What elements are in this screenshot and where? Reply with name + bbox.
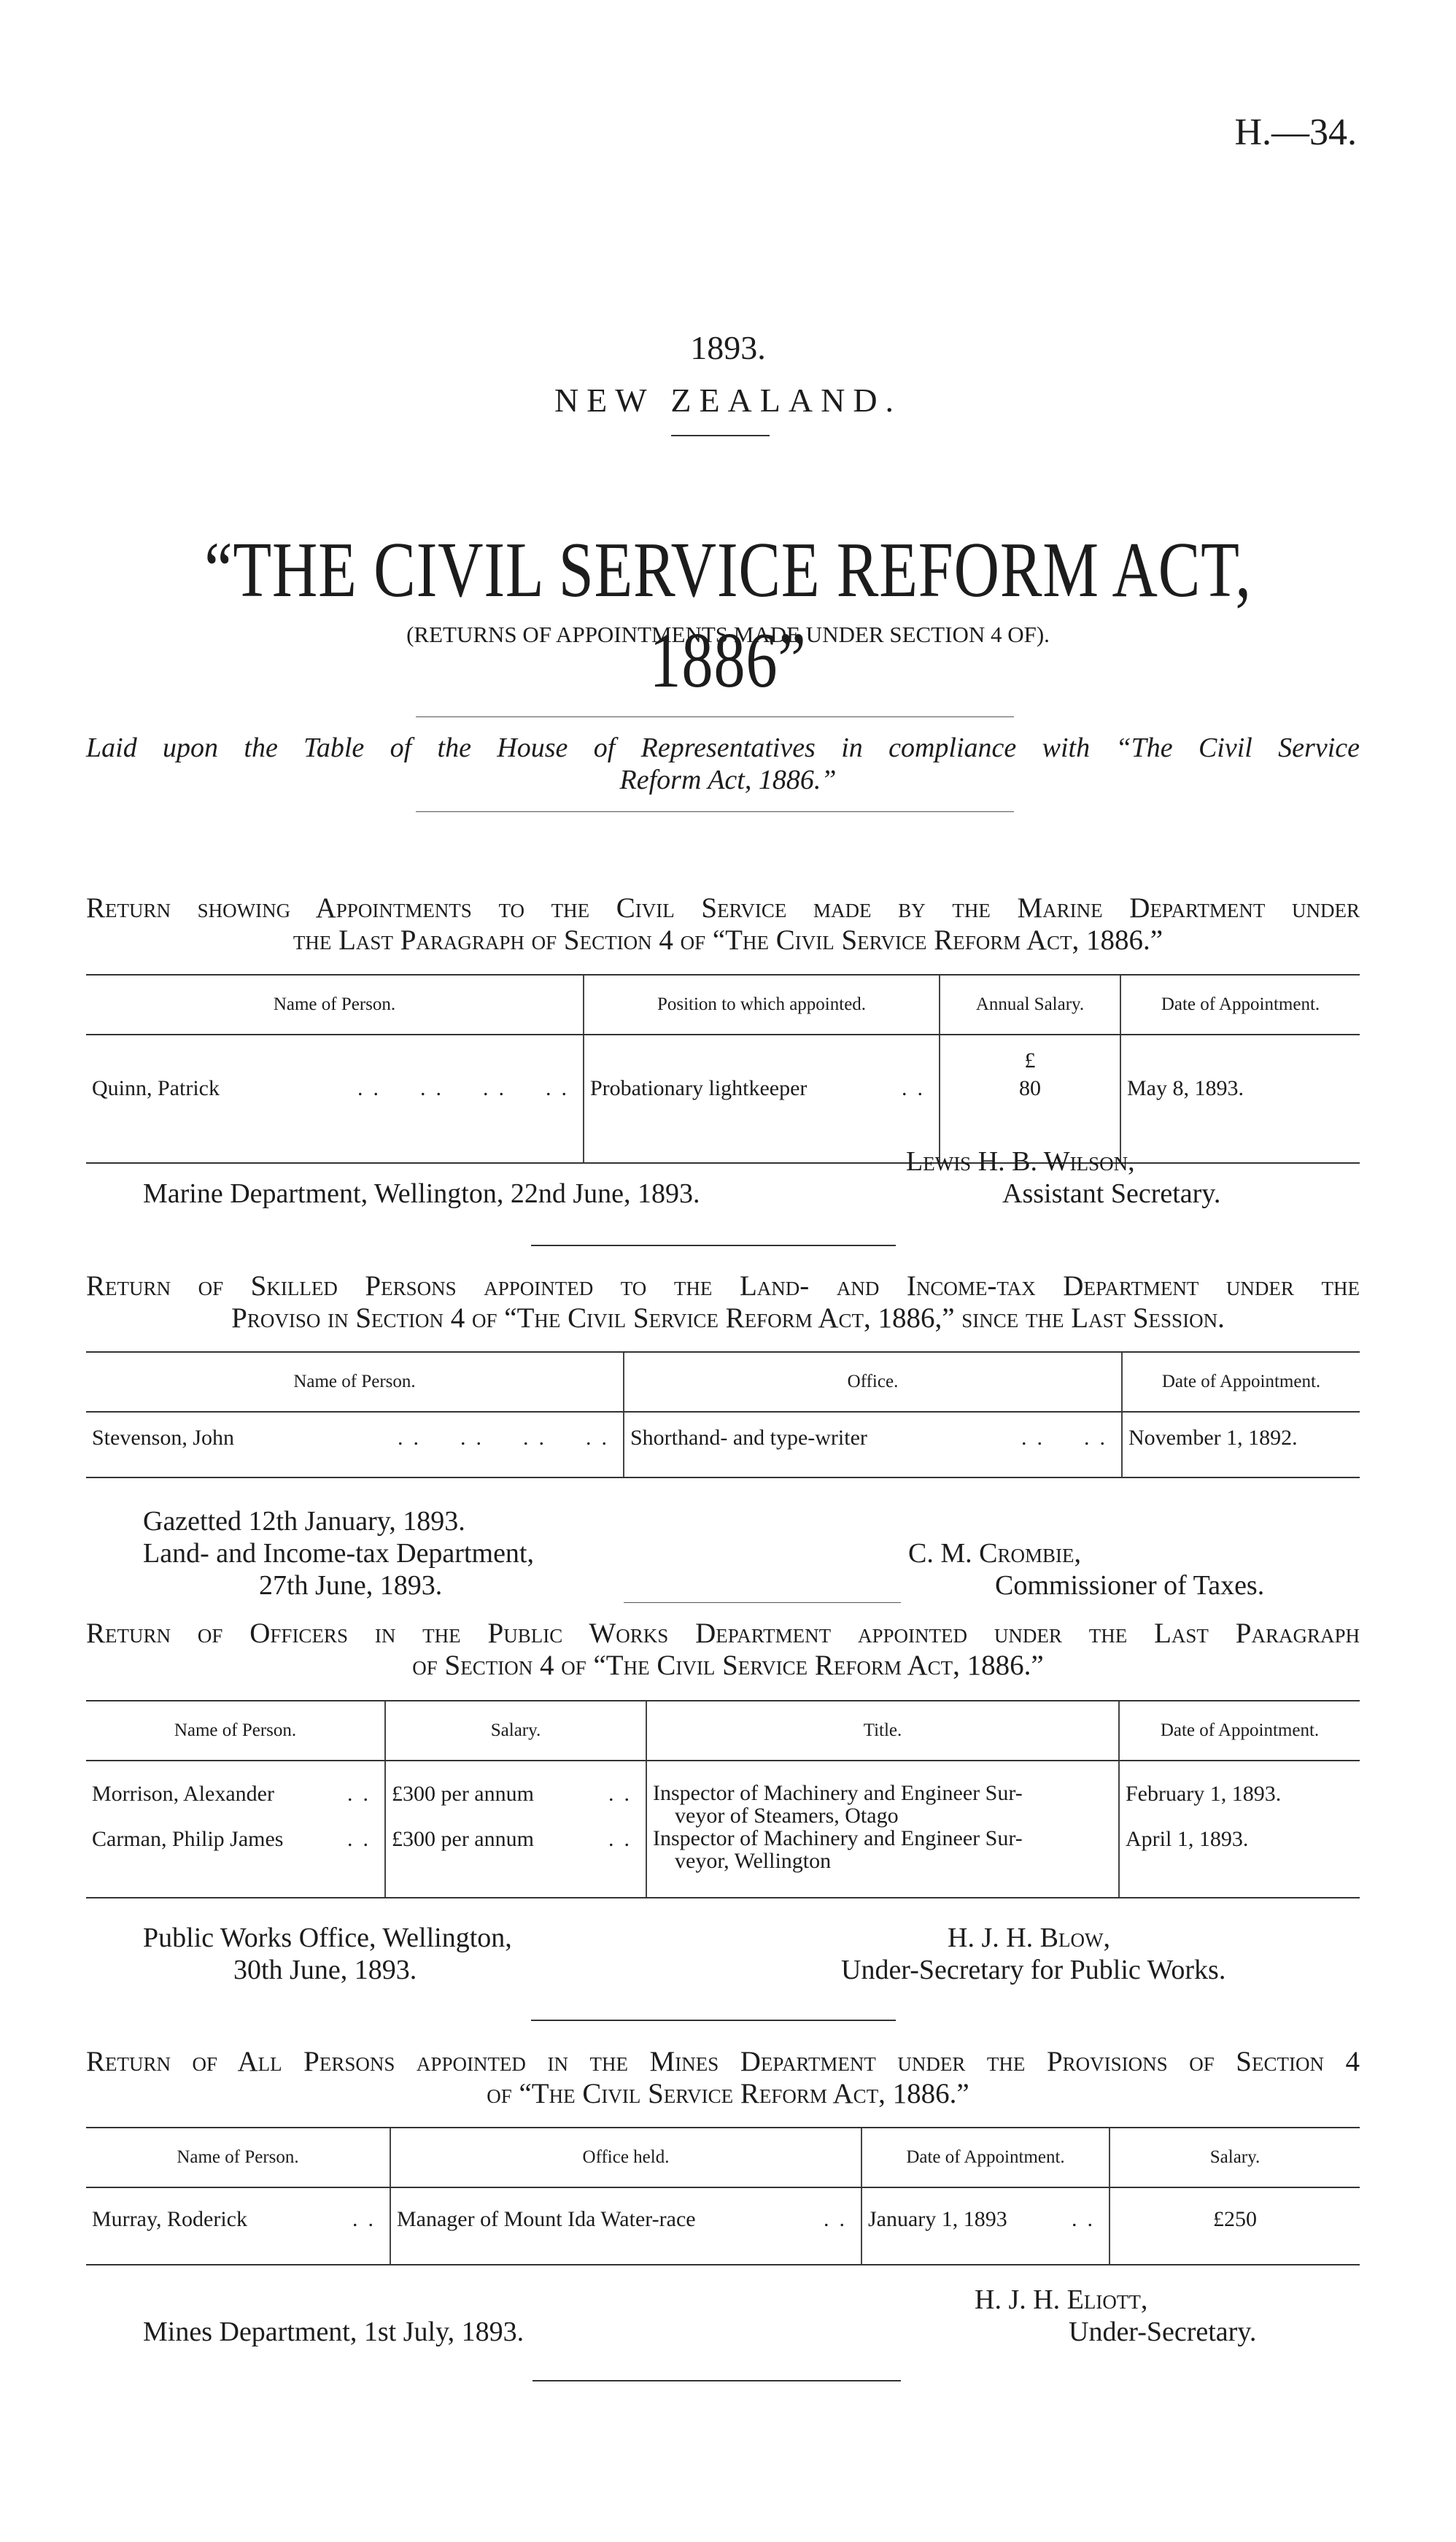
document-country: NEW ZEALAND. (554, 382, 902, 419)
landtax-heading-line1: Return of Skilled Persons appointed to the Land- and Income-tax Department under the (86, 1270, 1360, 1302)
landtax-col-name: Name of Person. (86, 1352, 624, 1412)
publicworks-signer: H. J. H. Blow, (948, 1923, 1110, 1953)
laid-rule-top (416, 716, 1014, 717)
leader-dots: .. (347, 1827, 379, 1851)
mines-heading-line2: of “The Civil Service Reform Act, 1886.” (487, 2078, 969, 2109)
marine-heading-line2: the Last Paragraph of Section 4 of “The Civil Service Reform Act, 1886.” (293, 924, 1163, 956)
publicworks-cell-salary: £300 per annum .. (385, 1761, 646, 1827)
marine-col-salary: Annual Salary. (940, 975, 1120, 1035)
table-row (86, 2187, 1360, 2265)
marine-signer: Lewis H. B. Wilson, (906, 1146, 1135, 1177)
laid-statement-line2: Reform Act, 1886.” (619, 765, 837, 795)
marine-col-date: Date of Appointment. (1120, 975, 1360, 1035)
publicworks-place: Public Works Office, Wellington, (143, 1923, 512, 1953)
marine-col-position: Position to which appointed. (584, 975, 940, 1035)
mines-table (86, 2127, 1360, 2265)
landtax-table (86, 1351, 1360, 1478)
landtax-signer-title: Commissioner of Taxes. (995, 1570, 1265, 1601)
mines-cell-office: Manager of Mount Ida Water-race .. (390, 2187, 861, 2265)
marine-cell-position: Probationary lightkeeper .. (584, 1035, 940, 1163)
publicworks-heading-line1: Return of Officers in the Public Works Department appointed under the Last Paragraph (86, 1618, 1360, 1649)
landtax-col-date: Date of Appointment. (1122, 1352, 1360, 1412)
publicworks-cell-name: Morrison, Alexander .. (92, 1782, 379, 1806)
leader-dots: .. (824, 2207, 855, 2231)
laid-statement-line1: Laid upon the Table of the House of Representatives in compliance with “The Civil Service (86, 733, 1360, 763)
mines-col-name: Name of Person. (86, 2128, 390, 2187)
mines-col-salary: Salary. (1110, 2128, 1360, 2187)
publicworks-signer-title: Under-Secretary for Public Works. (841, 1955, 1226, 1985)
leader-dots: .. (902, 1076, 933, 1100)
landtax-place: Land- and Income-tax Department, (143, 1538, 534, 1569)
mines-cell-name: Murray, Roderick .. (86, 2187, 390, 2265)
publicworks-col-name: Name of Person. (86, 1701, 385, 1761)
publicworks-heading-line2: of Section 4 of “The Civil Service Reform Act, 1886.” (412, 1650, 1044, 1681)
leader-dots: .. (352, 2207, 384, 2231)
leader-dots: .. (608, 1827, 640, 1851)
publicworks-cell-date: February 1, 1893. (1119, 1761, 1360, 1827)
marine-table (86, 974, 1360, 1164)
section-divider (624, 1602, 901, 1603)
marine-place-date: Marine Department, Wellington, 22nd June, 1893. (143, 1178, 700, 1209)
page-title: “THE CIVIL SERVICE REFORM ACT, 1886” (204, 527, 1252, 704)
publicworks-date: 30th June, 1893. (233, 1955, 417, 1985)
landtax-heading-line2: Proviso in Section 4 of “The Civil Service Reform Act, 1886,” since the Last Session. (231, 1302, 1225, 1334)
publicworks-table (86, 1700, 1360, 1898)
marine-heading-line1: Return showing Appointments to the Civil Service made by the Marine Department under (86, 892, 1360, 924)
landtax-cell-office: Shorthand- and type-writer .. .. (624, 1412, 1122, 1477)
landtax-col-office: Office. (624, 1352, 1122, 1412)
table-row (86, 1827, 1360, 1898)
document-year: 1893. (690, 329, 766, 366)
laid-rule-bottom (416, 811, 1014, 812)
marine-cell-date: May 8, 1893. (1120, 1035, 1360, 1163)
publicworks-col-salary: Salary. (385, 1701, 646, 1761)
mines-signer-title: Under-Secretary. (1069, 2317, 1257, 2347)
landtax-date: 27th June, 1893. (259, 1570, 443, 1601)
currency-symbol: £ (1024, 1048, 1036, 1073)
table-row (86, 1761, 1360, 1827)
mines-place-date: Mines Department, 1st July, 1893. (143, 2317, 524, 2347)
mines-col-office: Office held. (390, 2128, 861, 2187)
marine-col-name: Name of Person. (86, 975, 584, 1035)
leader-dots: .. .. .. .. (398, 1426, 617, 1450)
publicworks-col-date: Date of Appointment. (1119, 1701, 1360, 1761)
section-divider (531, 2020, 896, 2021)
mines-signer: H. J. H. Eliott, (975, 2284, 1148, 2315)
leader-dots: .. .. .. .. (357, 1076, 577, 1100)
landtax-signer: C. M. Crombie, (908, 1538, 1081, 1569)
publicworks-cell-title: Inspector of Machinery and Engineer Sur- veyor, Wellington (646, 1827, 1119, 1898)
publicworks-col-title: Title. (646, 1701, 1119, 1761)
table-row (86, 1035, 1360, 1163)
publicworks-cell-name: Carman, Philip James .. (86, 1827, 385, 1898)
leader-dots: .. (1072, 2207, 1103, 2231)
marine-signer-title: Assistant Secretary. (1002, 1178, 1221, 1209)
landtax-cell-date: November 1, 1892. (1122, 1412, 1360, 1477)
landtax-cell-name: Stevenson, John .. .. .. .. (86, 1412, 624, 1477)
mines-cell-salary: £250 (1110, 2187, 1360, 2265)
page-subtitle: (RETURNS OF APPOINTMENTS MADE UNDER SECTION 4 OF). (406, 622, 1050, 647)
section-divider (533, 2380, 901, 2381)
marine-cell-salary: £ 80 (940, 1035, 1120, 1163)
leader-dots: .. .. (1021, 1426, 1115, 1450)
leader-dots: .. (608, 1782, 640, 1806)
mines-col-date: Date of Appointment. (861, 2128, 1110, 2187)
marine-cell-name: Quinn, Patrick .. .. .. .. (86, 1035, 584, 1163)
publicworks-cell-date: April 1, 1893. (1119, 1827, 1360, 1898)
publicworks-cell-title: Inspector of Machinery and Engineer Sur- veyor of Steamers, Otago (646, 1761, 1119, 1827)
leader-dots: .. (347, 1782, 379, 1806)
title-rule (671, 435, 770, 436)
mines-cell-date: January 1, 1893 .. (861, 2187, 1110, 2265)
section-divider (531, 1245, 896, 1246)
document-reference: H.—34. (1234, 112, 1357, 153)
landtax-gazetted: Gazetted 12th January, 1893. (143, 1506, 465, 1537)
publicworks-cell-salary: £300 per annum .. (385, 1827, 646, 1898)
mines-heading-line1: Return of All Persons appointed in the Mines Department under the Provisions of Section 4 (86, 2046, 1360, 2077)
table-row (86, 1412, 1360, 1477)
